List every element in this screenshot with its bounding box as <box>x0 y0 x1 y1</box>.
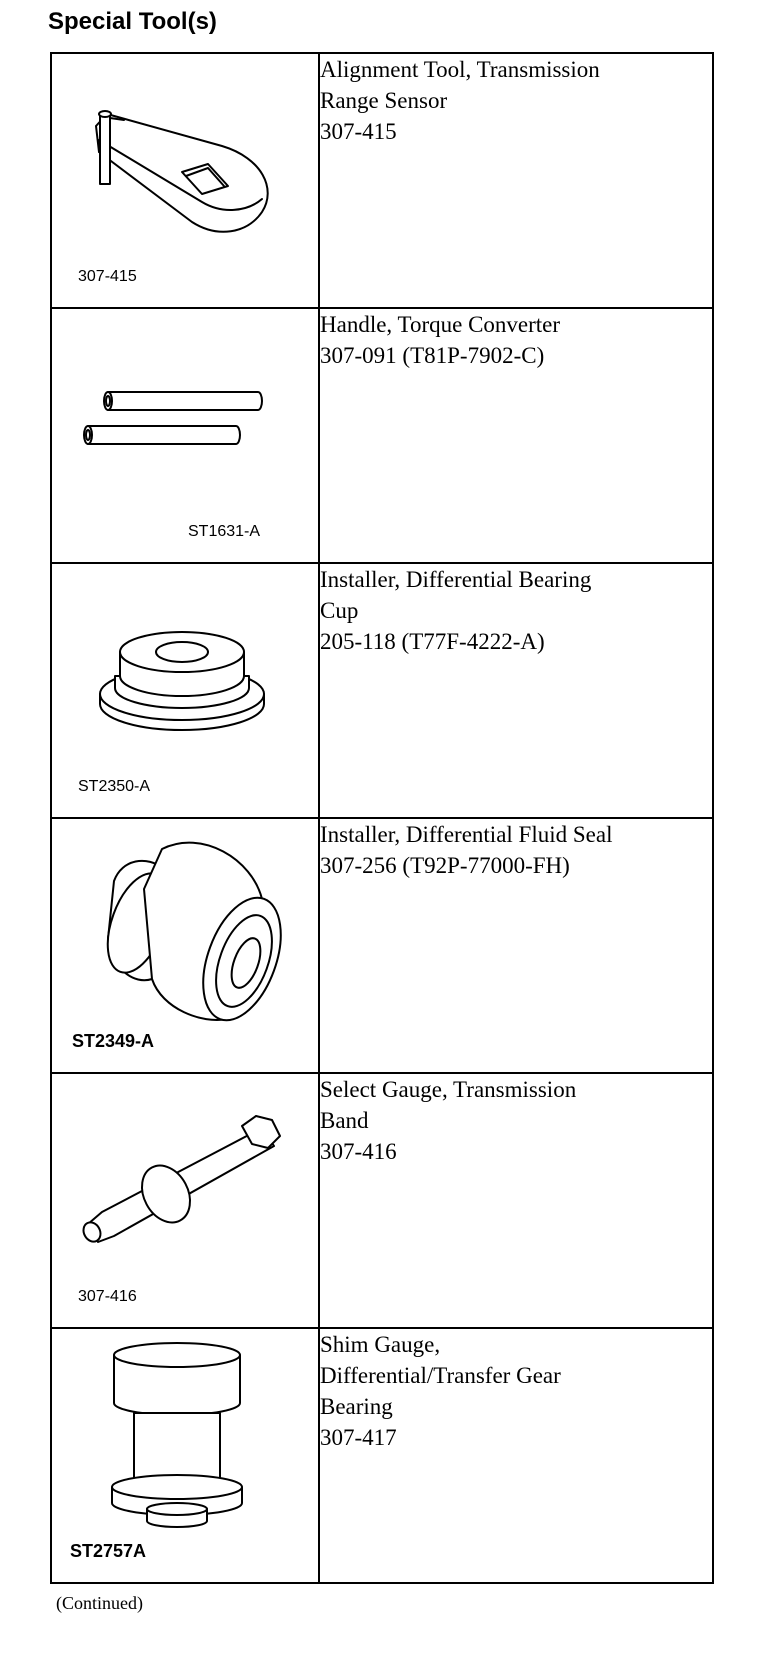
tool-image-label: ST2757A <box>70 1541 147 1561</box>
tool-description <box>319 53 713 308</box>
tool-description-line: Select Gauge, Transmission <box>320 1077 577 1102</box>
tool-description-line: Shim Gauge, <box>320 1332 441 1357</box>
tool-image-cell <box>51 1328 319 1583</box>
table-row <box>51 563 713 818</box>
tool-image-label: 307-415 <box>78 268 137 285</box>
tool-image-label: ST1631-A <box>188 523 261 540</box>
tool-description <box>319 308 713 563</box>
tool-image-cell <box>51 53 319 308</box>
table-row <box>51 1073 713 1328</box>
tool-image-cell <box>51 563 319 818</box>
tool-part-number: 205-118 (T77F-4222-A) <box>320 629 545 654</box>
page-heading: Special Tool(s) <box>48 8 217 35</box>
tool-description-line: Bearing <box>320 1394 393 1419</box>
table-row <box>51 818 713 1073</box>
tool-description-line: Alignment Tool, Transmission <box>320 57 600 82</box>
continued-note: (Continued) <box>56 1593 143 1613</box>
tool-description-line: Differential/Transfer Gear <box>320 1363 561 1388</box>
tool-image-cell <box>51 1073 319 1328</box>
tool-image-cell <box>51 818 319 1073</box>
tool-image-label: 307-416 <box>78 1288 137 1305</box>
tool-image-label: ST2349-A <box>72 1031 155 1051</box>
special-tools-table <box>50 52 714 1584</box>
tool-image-label: ST2350-A <box>78 778 151 795</box>
tool-description-line: Range Sensor <box>320 88 448 113</box>
tool-description <box>319 563 713 818</box>
tool-description-line: Band <box>320 1108 369 1133</box>
torque-converter-handle-icon <box>52 309 318 562</box>
tool-description-line: Cup <box>320 598 359 623</box>
tool-part-number: 307-417 <box>320 1425 397 1450</box>
table-row <box>51 53 713 308</box>
tool-description-line: Installer, Differential Fluid Seal <box>320 822 613 847</box>
tool-image-cell <box>51 308 319 563</box>
tool-description-line: Installer, Differential Bearing <box>320 567 592 592</box>
tool-part-number: 307-256 (T92P-77000-FH) <box>320 853 570 878</box>
tool-description <box>319 1073 713 1328</box>
tool-description <box>319 818 713 1073</box>
tool-part-number: 307-091 (T81P-7902-C) <box>320 343 545 368</box>
table-row <box>51 1328 713 1583</box>
tool-part-number: 307-416 <box>320 1139 397 1164</box>
tool-description <box>319 1328 713 1583</box>
tool-part-number: 307-415 <box>320 119 397 144</box>
table-row <box>51 308 713 563</box>
tool-description-line: Handle, Torque Converter <box>320 312 561 337</box>
